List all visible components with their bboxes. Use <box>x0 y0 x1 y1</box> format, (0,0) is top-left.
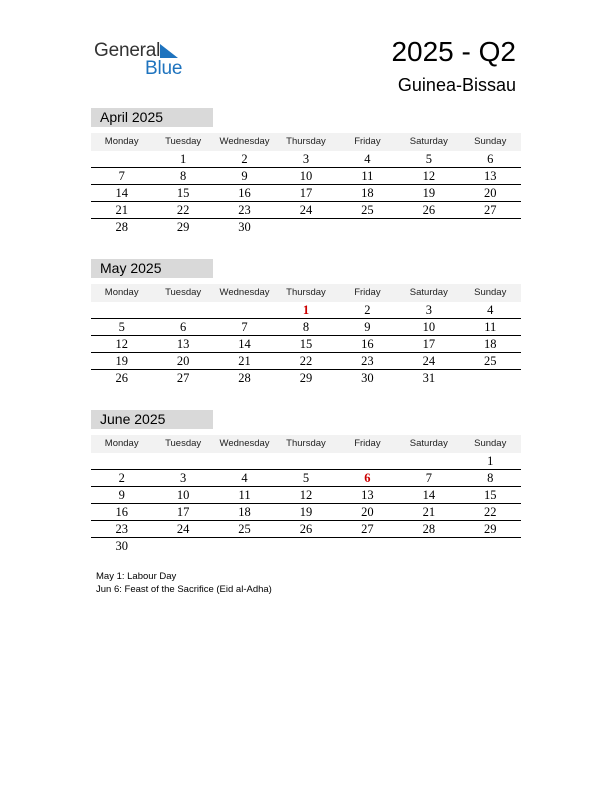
weekday-label: Saturday <box>409 438 448 449</box>
day-cell: 10 <box>299 169 313 183</box>
day-cell: 21 <box>238 354 251 368</box>
day-cell: 23 <box>115 522 128 536</box>
day-cell: 5 <box>118 320 125 334</box>
weekday-label: Monday <box>104 438 139 449</box>
week-row <box>91 353 521 370</box>
day-cell: 15 <box>483 488 497 502</box>
week-row <box>91 370 521 386</box>
day-cell: 28 <box>115 220 128 234</box>
weekday-label: Sunday <box>474 136 507 147</box>
week-row <box>91 453 521 470</box>
day-cell: 14 <box>422 488 436 502</box>
month-calendar <box>91 410 521 554</box>
empty-day-cell <box>91 302 152 318</box>
day-cell: 15 <box>299 337 313 351</box>
day-cell: 20 <box>361 505 374 519</box>
day-cell: 22 <box>176 203 190 217</box>
weekday-label: Tuesday <box>165 136 202 147</box>
day-cell: 12 <box>299 488 313 502</box>
empty-day-cell <box>275 453 336 469</box>
day-cell: 26 <box>422 203 436 217</box>
day-cell: 8 <box>487 471 494 485</box>
day-cell: 3 <box>302 152 310 166</box>
weekday-label: Wednesday <box>219 438 270 449</box>
empty-day-cell <box>337 538 398 554</box>
day-cell: 17 <box>299 186 313 200</box>
day-cell: 4 <box>364 152 371 166</box>
day-cell: 1 <box>487 454 494 468</box>
empty-day-cell <box>91 151 152 167</box>
day-cell: 3 <box>425 303 432 317</box>
week-row <box>91 521 521 538</box>
day-cell: 19 <box>115 354 128 368</box>
day-cell: 11 <box>484 320 497 334</box>
day-cell: 11 <box>361 169 374 183</box>
week-row <box>91 336 521 353</box>
day-cell: 12 <box>422 169 436 183</box>
empty-day-cell <box>460 538 521 554</box>
month-title: June 2025 <box>91 410 213 429</box>
day-cell: 29 <box>299 371 313 385</box>
day-cell: 11 <box>238 488 251 502</box>
day-cell: 19 <box>299 505 313 519</box>
day-cell: 6 <box>180 320 187 334</box>
day-cell: 7 <box>425 471 432 485</box>
weekday-label: Tuesday <box>165 287 202 298</box>
day-cell: 6 <box>364 471 371 485</box>
day-cell: 23 <box>361 354 374 368</box>
day-cell: 10 <box>422 320 436 334</box>
week-row <box>91 487 521 504</box>
day-cell: 28 <box>238 371 251 385</box>
empty-day-cell <box>398 453 459 469</box>
day-cell: 16 <box>361 337 374 351</box>
weekday-label: Monday <box>104 287 139 298</box>
day-cell: 8 <box>180 169 187 183</box>
day-cell: 1 <box>180 152 187 166</box>
day-cell: 8 <box>302 320 310 334</box>
day-cell: 29 <box>483 522 497 536</box>
day-cell: 5 <box>425 152 432 166</box>
page-title: 2025 - Q2 <box>391 36 516 67</box>
month-calendar <box>91 108 521 235</box>
empty-day-cell <box>275 538 336 554</box>
day-cell: 16 <box>238 186 251 200</box>
weekday-label: Thursday <box>286 287 326 298</box>
month-title: April 2025 <box>91 108 213 127</box>
week-row <box>91 185 521 202</box>
day-cell: 16 <box>115 505 128 519</box>
day-cell: 3 <box>180 471 187 485</box>
day-cell: 10 <box>176 488 190 502</box>
week-row <box>91 219 521 235</box>
day-cell: 23 <box>238 203 251 217</box>
logo-triangle-icon <box>160 44 178 58</box>
weekday-label: Sunday <box>474 287 507 298</box>
empty-day-cell <box>91 453 152 469</box>
day-cell: 4 <box>241 471 248 485</box>
weekday-header <box>91 435 521 453</box>
day-cell: 6 <box>487 152 494 166</box>
week-row <box>91 538 521 554</box>
day-cell: 17 <box>422 337 436 351</box>
day-cell: 20 <box>176 354 190 368</box>
empty-day-cell <box>337 453 398 469</box>
day-cell: 26 <box>115 371 128 385</box>
day-cell: 25 <box>238 522 251 536</box>
day-cell: 25 <box>483 354 497 368</box>
weekday-label: Friday <box>354 287 381 298</box>
empty-day-cell <box>275 219 336 235</box>
week-row <box>91 319 521 336</box>
month-calendar <box>91 259 521 386</box>
day-cell: 27 <box>361 522 374 536</box>
weekday-label: Friday <box>354 438 381 449</box>
week-row <box>91 302 521 319</box>
day-cell: 30 <box>361 371 374 385</box>
weekday-label: Wednesday <box>219 287 270 298</box>
day-cell: 28 <box>422 522 436 536</box>
week-row <box>91 470 521 487</box>
empty-day-cell <box>152 302 213 318</box>
day-cell: 1 <box>302 303 310 317</box>
empty-day-cell <box>337 219 398 235</box>
day-cell: 2 <box>241 152 248 166</box>
day-cell: 13 <box>176 337 190 351</box>
logo <box>94 40 194 80</box>
day-cell: 14 <box>238 337 251 351</box>
week-row <box>91 202 521 219</box>
day-cell: 27 <box>483 203 497 217</box>
month-title: May 2025 <box>91 259 213 278</box>
empty-day-cell <box>398 219 459 235</box>
day-cell: 30 <box>238 220 251 234</box>
day-cell: 2 <box>364 303 371 317</box>
day-cell: 24 <box>422 354 436 368</box>
day-cell: 9 <box>364 320 371 334</box>
day-cell: 4 <box>487 303 494 317</box>
week-row <box>91 151 521 168</box>
logo-general-text: General <box>94 40 161 61</box>
week-row <box>91 168 521 185</box>
weekday-label: Thursday <box>286 136 326 147</box>
day-cell: 18 <box>238 505 251 519</box>
empty-day-cell <box>460 370 521 386</box>
day-cell: 18 <box>483 337 497 351</box>
day-cell: 26 <box>299 522 313 536</box>
week-row <box>91 504 521 521</box>
empty-day-cell <box>214 453 275 469</box>
day-cell: 31 <box>422 371 436 385</box>
day-cell: 18 <box>361 186 374 200</box>
empty-day-cell <box>152 538 213 554</box>
weekday-header <box>91 284 521 302</box>
day-cell: 9 <box>241 169 248 183</box>
weekday-label: Sunday <box>474 438 507 449</box>
day-cell: 27 <box>176 371 190 385</box>
weekday-label: Thursday <box>286 438 326 449</box>
day-cell: 25 <box>361 203 374 217</box>
logo-blue-text: Blue <box>145 58 183 79</box>
day-cell: 12 <box>115 337 128 351</box>
day-cell: 30 <box>115 539 128 553</box>
day-cell: 13 <box>361 488 374 502</box>
empty-day-cell <box>152 453 213 469</box>
empty-day-cell <box>214 538 275 554</box>
day-cell: 19 <box>422 186 436 200</box>
empty-day-cell <box>214 302 275 318</box>
weekday-label: Monday <box>104 136 139 147</box>
weekday-label: Saturday <box>409 287 448 298</box>
day-cell: 24 <box>176 522 190 536</box>
day-cell: 21 <box>115 203 128 217</box>
day-cell: 20 <box>483 186 497 200</box>
day-cell: 2 <box>118 471 125 485</box>
weekday-header <box>91 133 521 151</box>
weekday-label: Friday <box>354 136 381 147</box>
country-name: Guinea-Bissau <box>397 75 516 95</box>
day-cell: 15 <box>176 186 190 200</box>
day-cell: 13 <box>483 169 497 183</box>
weekday-label: Tuesday <box>165 438 202 449</box>
day-cell: 29 <box>176 220 190 234</box>
holiday-notes <box>96 570 272 596</box>
weekday-label: Wednesday <box>219 136 270 147</box>
empty-day-cell <box>460 219 521 235</box>
day-cell: 22 <box>483 505 497 519</box>
day-cell: 24 <box>299 203 313 217</box>
day-cell: 7 <box>241 320 248 334</box>
day-cell: 9 <box>118 488 125 502</box>
empty-day-cell <box>398 538 459 554</box>
holiday-note: May 1: Labour Day <box>96 571 177 582</box>
day-cell: 22 <box>299 354 313 368</box>
day-cell: 7 <box>118 169 125 183</box>
day-cell: 5 <box>302 471 310 485</box>
day-cell: 14 <box>115 186 128 200</box>
holiday-note: Jun 6: Feast of the Sacrifice (Eid al-Adha) <box>96 584 272 595</box>
day-cell: 21 <box>422 505 436 519</box>
day-cell: 17 <box>176 505 190 519</box>
weekday-label: Saturday <box>409 136 448 147</box>
